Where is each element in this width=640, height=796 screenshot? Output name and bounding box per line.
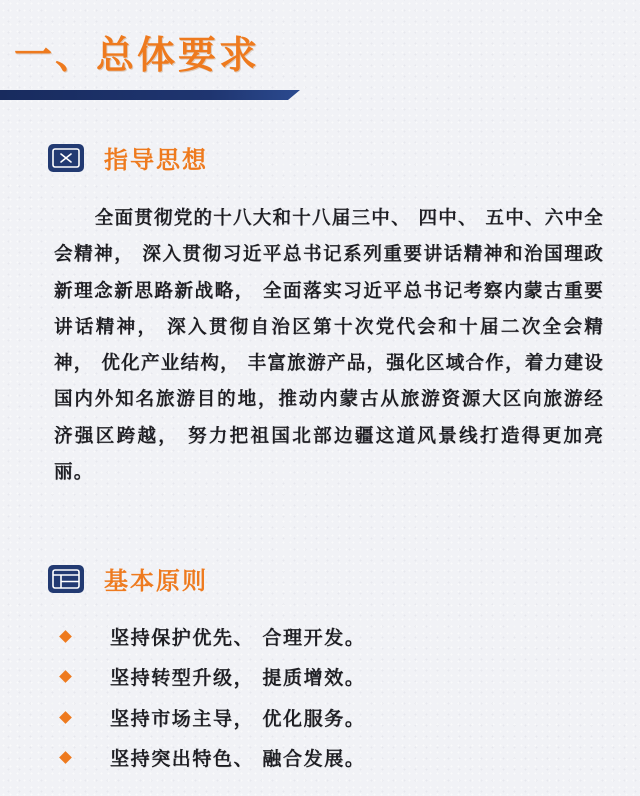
principle-text: 坚持市场主导， 优化服务。 — [110, 707, 366, 730]
list-item — [56, 738, 365, 779]
section-title: 一、总体要求 — [14, 33, 261, 77]
diamond-bullet-icon — [59, 711, 72, 724]
principles-list — [56, 616, 365, 778]
principles-heading: 基本原则 — [104, 567, 208, 595]
list-item — [56, 657, 365, 698]
guiding-heading: 指导思想 — [104, 146, 208, 174]
list-item — [56, 697, 365, 738]
code-window-icon — [48, 144, 84, 172]
diamond-bullet-icon — [59, 751, 72, 764]
title-underline — [0, 90, 300, 100]
guiding-paragraph: 全面贯彻党的十八大和十八届三中、 四中、 五中、六中全会精神， 深入贯彻习近平总书记系列重要讲话精神和治国理政新理念新思路新战略， 全面落实习近平总书记考察内蒙古重要讲话精神， 深入贯彻自治区第十次党代会和十届二次全会精神， 优化产业结构， 丰富旅游产品，强化区域合作，着力建设国内外知名旅游目的地，推动内蒙古从旅游资源大区向旅游经济强区跨越， 努力把祖国北部边疆这道风景线打造得更加亮丽。 — [54, 208, 604, 484]
principle-text: 坚持突出特色、 融合发展。 — [110, 748, 366, 771]
diamond-bullet-icon — [59, 670, 72, 683]
table-window-icon — [48, 565, 84, 593]
principles-header — [48, 561, 208, 596]
principle-text: 坚持转型升级， 提质增效。 — [110, 667, 366, 690]
principle-text: 坚持保护优先、 合理开发。 — [110, 626, 366, 649]
guiding-header — [48, 140, 208, 175]
diamond-bullet-icon — [59, 630, 72, 643]
list-item — [56, 616, 365, 657]
